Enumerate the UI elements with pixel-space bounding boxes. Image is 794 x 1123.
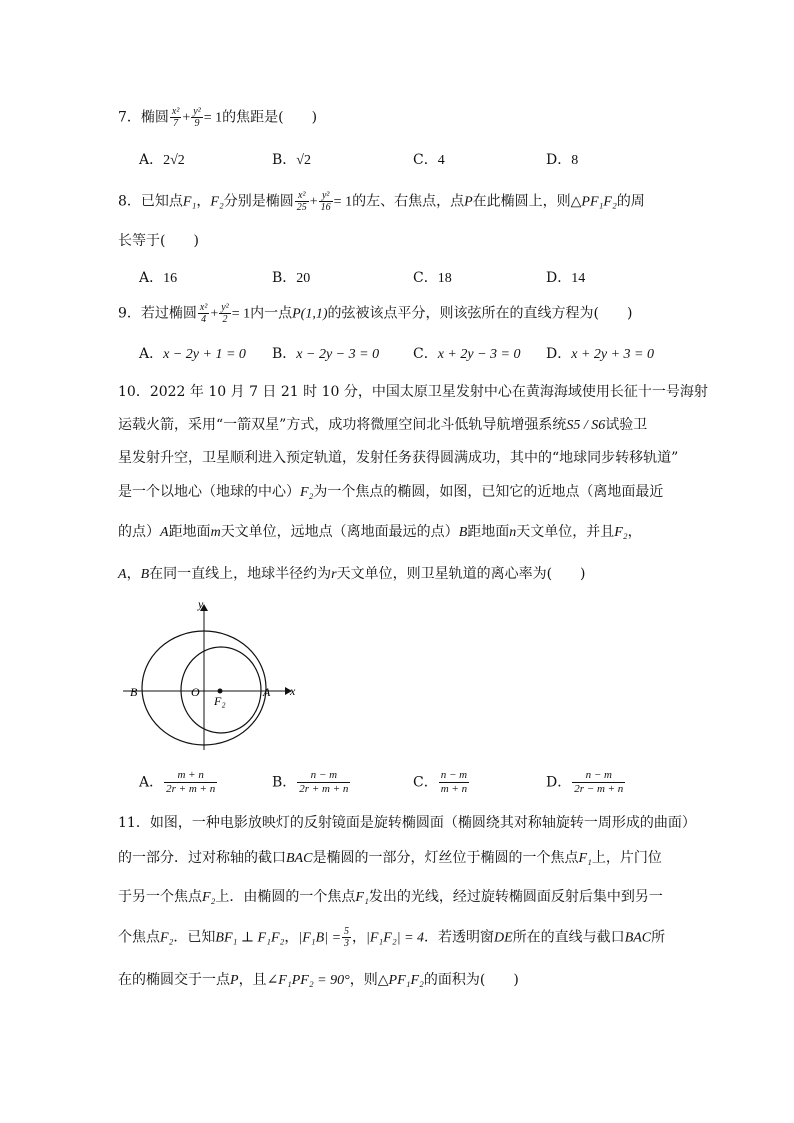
question-10-line3: 星发射升空，卫星顺利进入预定轨道，发射任务获得圆满成功，其中的“地球同步转移轨道” [118, 450, 679, 466]
q9-option-d[interactable]: D．x + 2y + 3 = 0 [546, 346, 655, 362]
focus-point-f2 [218, 689, 223, 694]
q9-option-c[interactable]: C．x + 2y − 3 = 0 [413, 346, 521, 362]
question-8-stem: 8．已知点F₁，F₂分别是椭圆 $\frac{\text{x²}}{25}$ + $\frac{\text{y²}}{16}$ = 1的左、右焦点，点P在此椭圆上，则△PF₁F₂的周 [118, 190, 645, 213]
x-axis-label: x [290, 684, 296, 698]
fraction-5-over-3: $\frac{5}{3}$ [344, 926, 350, 949]
point-b-label: B [130, 685, 138, 699]
question-11-line4: 个焦点F₂．已知BF₁ ⊥ F₁F₂，|F₁B| = $\frac{5}{3}$ ，|F₁F₂| = 4．若透明窗DE所在的直线与截口BAC所 [118, 926, 666, 949]
question-10-line4: 是一个以地心（地球的中心）F₂为一个焦点的椭圆，如图，已知它的近地点（离地面最近 [118, 484, 664, 500]
fraction-y2-over-16: $\frac{\text{y²}}{16}$ [320, 190, 331, 213]
question-11-line5: 在的椭圆交于一点P，且∠F₁PF₂ = 90°，则△PF₁F₂的面积为( ) [118, 972, 519, 988]
fraction-x2-over-25: $\frac{\text{x²}}{25}$ [296, 190, 307, 213]
fraction-x2-over-7: $\frac{\text{x²}}{7}$ [171, 106, 180, 129]
question-10-line6: A，B在同一直线上，地球半径约为r天文单位，则卫星轨道的离心率为( ) [118, 566, 586, 582]
question-11-line2: 的一部分．过对称轴的截口BAC是椭圆的一部分，灯丝位于椭圆的一个焦点F₁上，片门位 [118, 850, 662, 866]
q9-option-b[interactable]: B．x − 2y − 3 = 0 [272, 346, 380, 362]
q10-option-d[interactable]: D． $\frac{n - m}{2r - m + n}$ [546, 769, 624, 795]
orbit-diagram [115, 595, 315, 755]
q7-option-b[interactable]: B．√2 [272, 152, 311, 168]
question-8-line2: 长等于( ) [118, 233, 199, 249]
q7-option-d[interactable]: D．8 [546, 152, 579, 168]
q10-option-c[interactable]: C． $\frac{n - m}{m + n}$ [413, 769, 468, 795]
q8-option-b[interactable]: B．20 [272, 270, 311, 286]
point-a-label: A [263, 685, 271, 699]
q10-option-a[interactable]: A． $\frac{m + n}{2r + m + n}$ [139, 769, 216, 795]
q8-option-a[interactable]: A．16 [139, 270, 178, 286]
q7-option-c[interactable]: C．4 [413, 152, 445, 168]
focus-f2-label: F₂ [214, 694, 226, 708]
q8-option-d[interactable]: D．14 [546, 270, 586, 286]
q7-option-a[interactable]: A．2√2 [139, 152, 185, 168]
origin-label: O [191, 685, 200, 699]
question-10-line5: 的点）A距地面m天文单位，远地点（离地面最远的点）B距地面n天文单位，并且F₂， [118, 524, 642, 540]
question-10-line2: 运载火箭，采用“一箭双星”方式，成功将微厘空间北斗低轨导航增强系统S5 / S6试验卫 [118, 417, 648, 433]
question-9-stem: 9．若过椭圆 $\frac{\text{x²}}{4}$ + $\frac{\text{y²}}{2}$ = 1内一点P(1,1)的弦被该点平分，则该弦所在的直线方程为( ) [118, 302, 633, 325]
fraction-y2-over-2: $\frac{\text{y²}}{2}$ [221, 302, 229, 325]
fraction-x2-over-4: $\frac{\text{x²}}{4}$ [199, 302, 208, 325]
y-axis-label: y [198, 597, 204, 611]
q10-option-b[interactable]: B． $\frac{n - m}{2r + m + n}$ [272, 769, 349, 795]
q9-option-a[interactable]: A．x − 2y + 1 = 0 [139, 346, 246, 362]
question-10-line1: 10．2022 年 10 月 7 日 21 时 10 分，中国太原卫星发射中心在黄海海域使用长征十一号海射 [118, 384, 708, 400]
question-11-line1: 11．如图，一种电影放映灯的反射镜面是旋转椭圆面（椭圆绕其对称轴旋转一周形成的曲面） [118, 815, 696, 831]
question-7-stem: 7．椭圆 $\frac{\text{x²}}{7}$ + $\frac{\text{y²}}{9}$ = 1的焦距是( ) [118, 106, 318, 129]
fraction-y2-over-9: $\frac{\text{y²}}{9}$ [193, 106, 201, 129]
q8-option-c[interactable]: C．18 [413, 270, 452, 286]
question-11-line3: 于另一个焦点F₂上．由椭圆的一个焦点F₁发出的光线，经过旋转椭圆面反射后集中到另一 [118, 889, 663, 905]
